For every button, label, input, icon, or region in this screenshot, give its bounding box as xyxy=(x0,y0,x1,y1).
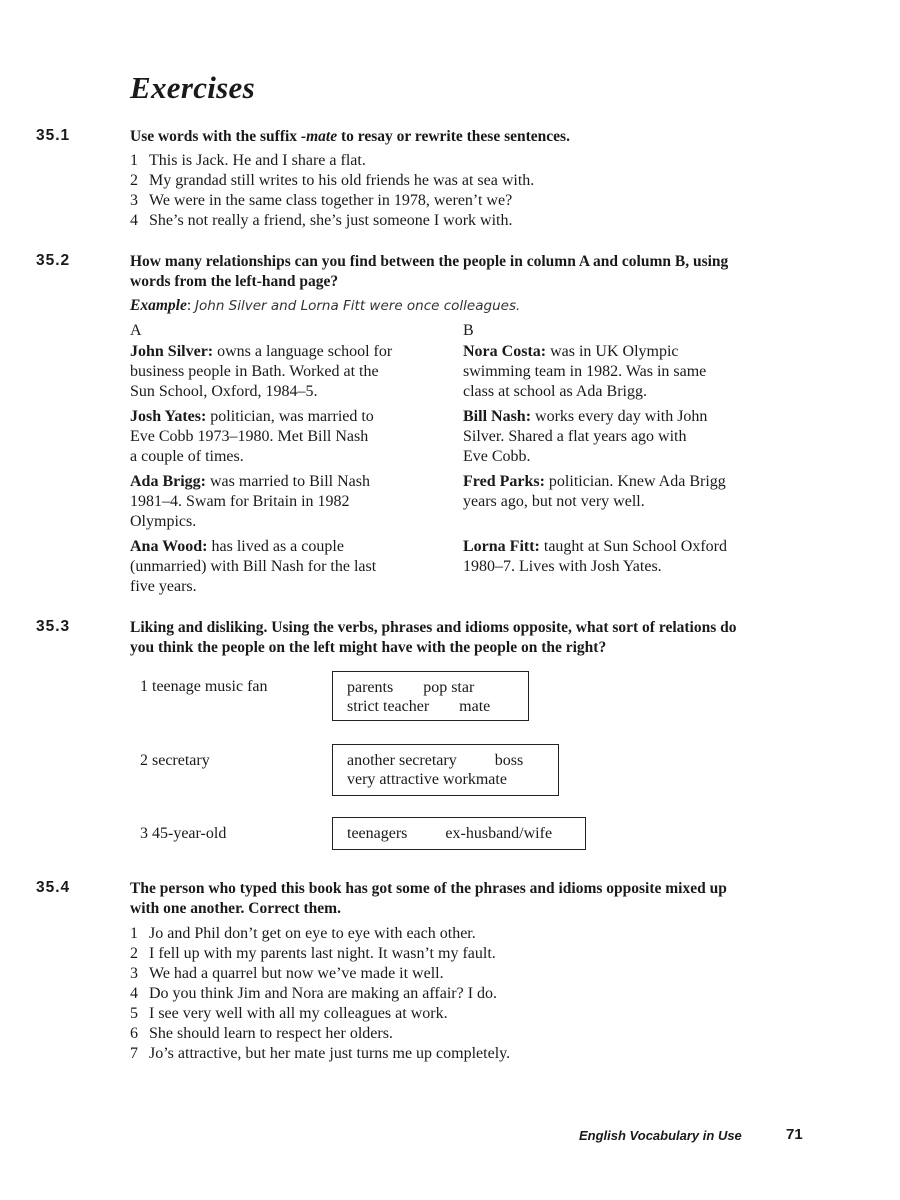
instruction-suffix: -mate xyxy=(300,128,338,145)
relation-option: pop star xyxy=(423,679,475,696)
entry-text: class at school as Ada Brigg. xyxy=(463,383,647,400)
exercise-number-35-4: 35.4 xyxy=(36,879,71,896)
item-text: Do you think Jim and Nora are making an affair? I do. xyxy=(149,985,498,1002)
entry-text: swimming team in 1982. Was in same xyxy=(463,363,707,380)
item-text: My grandad still writes to his old friends he was at sea with. xyxy=(149,172,535,189)
column-a-entry xyxy=(130,472,430,532)
entry-text: 1980–7. Lives with Josh Yates. xyxy=(463,558,662,575)
entry-text: Olympics. xyxy=(130,513,197,530)
column-a-heading: A xyxy=(130,322,142,339)
instruction-line: The person who typed this book has got some of the phrases and idioms opposite mixed up xyxy=(130,880,727,897)
list-item xyxy=(130,964,510,984)
example-line: Example: John Silver and Lorna Fitt were once colleagues. xyxy=(130,297,521,314)
instruction-line: you think the people on the left might have with the people on the right? xyxy=(130,639,607,656)
exercise-35-4-list xyxy=(130,924,510,1064)
entry-text: Sun School, Oxford, 1984–5. xyxy=(130,383,318,400)
item-text: She’s not really a friend, she’s just someone I work with. xyxy=(149,212,513,229)
instruction-text: to resay or rewrite these sentences. xyxy=(337,128,570,145)
relation-option: strict teacher xyxy=(347,698,430,715)
entry-text: owns a language school for xyxy=(213,343,393,360)
item-number: 3 xyxy=(130,192,138,209)
item-text: Jo’s attractive, but her mate just turns me up completely. xyxy=(149,1045,511,1062)
item-number: 1 xyxy=(130,925,138,942)
list-item xyxy=(130,1004,510,1024)
entry-text: Eve Cobb 1973–1980. Met Bill Nash xyxy=(130,428,369,445)
relation-box xyxy=(332,671,529,721)
item-text: This is Jack. He and I share a flat. xyxy=(149,152,366,169)
item-text: We were in the same class together in 1978, weren’t we? xyxy=(149,192,513,209)
relation-box-line xyxy=(347,678,514,697)
relation-label: 2 secretary xyxy=(140,752,210,769)
instruction-line: with one another. Correct them. xyxy=(130,900,341,917)
relation-option: parents xyxy=(347,679,394,696)
item-number: 5 xyxy=(130,1005,138,1022)
exercise-35-4-instruction xyxy=(130,879,820,919)
person-name: Bill Nash: xyxy=(463,408,532,425)
column-b-entry xyxy=(463,342,763,402)
entry-text: years ago, but not very well. xyxy=(463,493,645,510)
relation-option: another secretary xyxy=(347,752,457,769)
item-text: I fell up with my parents last night. It wasn’t my fault. xyxy=(149,945,496,962)
entry-text: was married to Bill Nash xyxy=(206,473,370,490)
page-title: Exercises xyxy=(130,70,255,105)
item-number: 4 xyxy=(130,985,138,1002)
instruction-line: How many relationships can you find between the people in column A and column B, using xyxy=(130,253,729,270)
exercise-35-1-instruction xyxy=(130,127,810,147)
person-name: Nora Costa: xyxy=(463,343,547,360)
item-text: Jo and Phil don’t get on eye to eye with each other. xyxy=(149,925,476,942)
relation-box-line xyxy=(347,697,514,716)
relation-box-line xyxy=(347,770,544,789)
item-number: 4 xyxy=(130,212,138,229)
list-item xyxy=(130,211,534,231)
relation-option: very attractive workmate xyxy=(347,771,507,788)
item-text: I see very well with all my colleagues at work. xyxy=(149,1005,448,1022)
entry-text: Eve Cobb. xyxy=(463,448,531,465)
relation-option: mate xyxy=(459,698,491,715)
item-number: 2 xyxy=(130,172,138,189)
column-b-entry xyxy=(463,472,763,512)
item-number: 3 xyxy=(130,965,138,982)
relation-label: 3 45-year-old xyxy=(140,825,227,842)
list-item xyxy=(130,1044,510,1064)
example-text: John Silver and Lorna Fitt were once colleagues. xyxy=(195,298,521,314)
person-name: Fred Parks: xyxy=(463,473,545,490)
person-name: John Silver: xyxy=(130,343,214,360)
entry-text: politician, was married to xyxy=(206,408,374,425)
entry-text: business people in Bath. Worked at the xyxy=(130,363,379,380)
item-text: She should learn to respect her olders. xyxy=(149,1025,393,1042)
relation-box-line xyxy=(347,824,571,843)
column-b-entry xyxy=(463,537,763,577)
item-number: 6 xyxy=(130,1025,138,1042)
entry-text: (unmarried) with Bill Nash for the last xyxy=(130,558,377,575)
footer-book-title: English Vocabulary in Use xyxy=(579,1128,742,1143)
relation-box xyxy=(332,744,559,796)
list-item xyxy=(130,191,534,211)
exercise-number-35-3: 35.3 xyxy=(36,618,71,635)
entry-text: Silver. Shared a flat years ago with xyxy=(463,428,687,445)
relation-box-line xyxy=(347,751,544,770)
list-item xyxy=(130,1024,510,1044)
exercise-35-3-instruction xyxy=(130,618,830,658)
entry-text: has lived as a couple xyxy=(207,538,344,555)
exercise-35-2-instruction xyxy=(130,252,810,292)
item-number: 7 xyxy=(130,1045,138,1062)
list-item xyxy=(130,924,510,944)
relation-option: boss xyxy=(494,752,524,769)
list-item xyxy=(130,171,534,191)
instruction-line: words from the left-hand page? xyxy=(130,273,339,290)
entry-text: a couple of times. xyxy=(130,448,244,465)
footer-page-number: 71 xyxy=(786,1126,803,1143)
relation-option: ex-husband/wife xyxy=(445,825,553,842)
column-a-entry xyxy=(130,537,430,597)
item-number: 1 xyxy=(130,152,138,169)
person-name: Ana Wood: xyxy=(130,538,208,555)
item-text: We had a quarrel but now we’ve made it well. xyxy=(149,965,444,982)
exercise-number-35-1: 35.1 xyxy=(36,127,71,144)
relation-label: 1 teenage music fan xyxy=(140,678,268,695)
column-b-heading: B xyxy=(463,322,474,339)
list-item xyxy=(130,151,534,171)
instruction-line: Liking and disliking. Using the verbs, phrases and idioms opposite, what sort of relations do xyxy=(130,619,737,636)
item-number: 2 xyxy=(130,945,138,962)
list-item xyxy=(130,984,510,1004)
column-a-entry xyxy=(130,407,430,467)
entry-text: politician. Knew Ada Brigg xyxy=(544,473,726,490)
entry-text: 1981–4. Swam for Britain in 1982 xyxy=(130,493,350,510)
entry-text: works every day with John xyxy=(531,408,708,425)
entry-text: was in UK Olympic xyxy=(546,343,679,360)
entry-text: taught at Sun School Oxford xyxy=(539,538,727,555)
person-name: Lorna Fitt: xyxy=(463,538,540,555)
column-a-entry xyxy=(130,342,430,402)
entry-text: five years. xyxy=(130,578,197,595)
relation-box xyxy=(332,817,586,850)
list-item xyxy=(130,944,510,964)
instruction-text: Use words with the suffix xyxy=(130,128,301,145)
exercise-number-35-2: 35.2 xyxy=(36,252,71,269)
example-label: Example xyxy=(130,297,187,314)
person-name: Ada Brigg: xyxy=(130,473,206,490)
column-b-entry xyxy=(463,407,763,467)
exercise-35-1-list xyxy=(130,151,534,231)
person-name: Josh Yates: xyxy=(130,408,207,425)
relation-option: teenagers xyxy=(347,825,408,842)
